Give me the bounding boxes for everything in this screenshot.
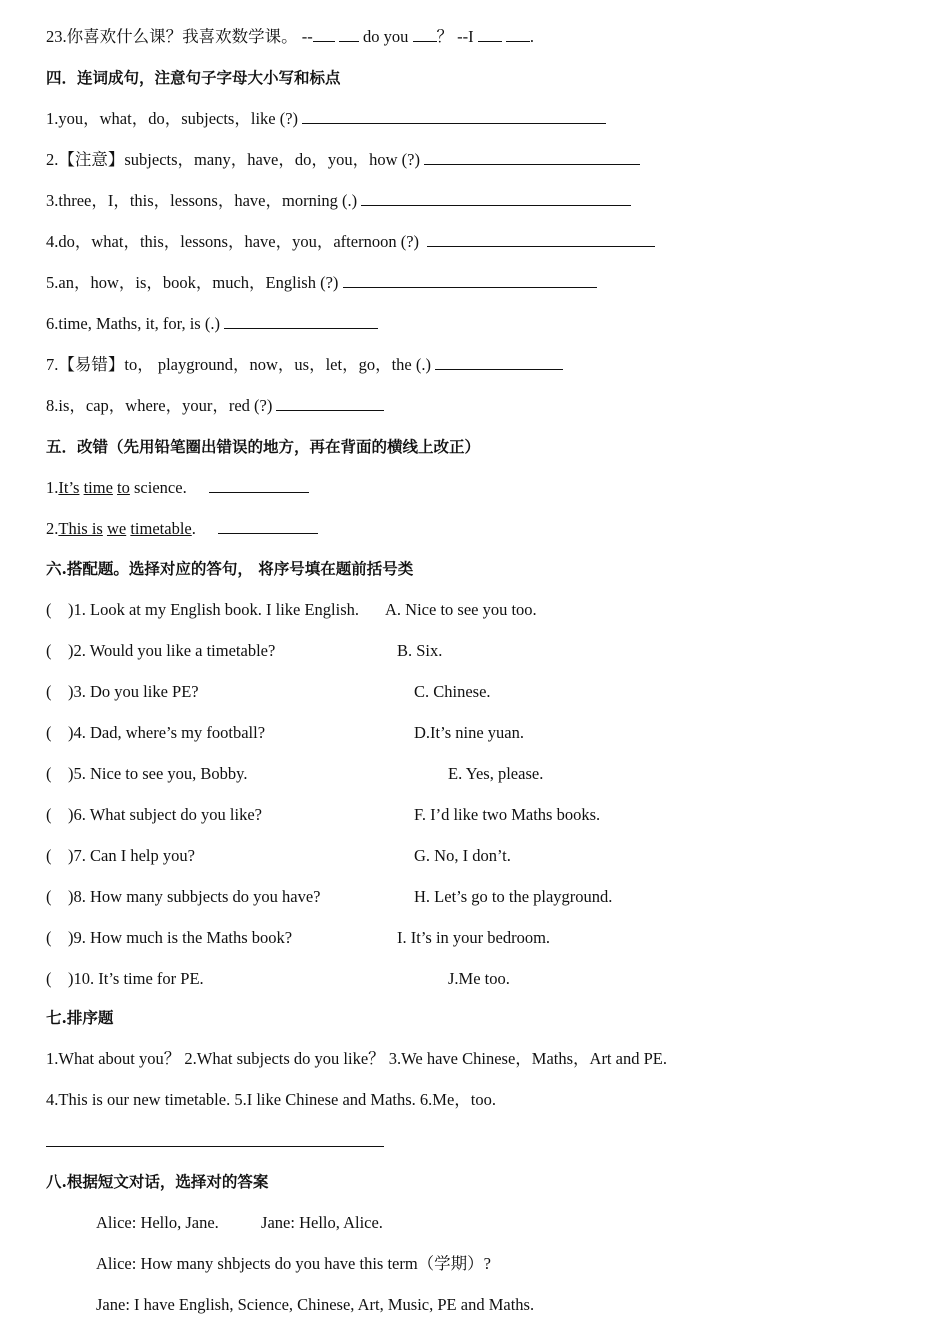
- match-question-4: [46, 723, 265, 743]
- question-text: )3. Do you like PE?: [68, 682, 199, 701]
- blank[interactable]: [506, 27, 530, 42]
- item-text: 7.【易错】to， playground，now，us，let，go，the (.): [46, 355, 431, 374]
- item-text: 2.【注意】subjects，many，have，do，you，how (?): [46, 150, 420, 169]
- answer-blank[interactable]: [224, 314, 378, 329]
- answer-paren[interactable]: (: [46, 600, 52, 619]
- dialogue-line-1: [96, 1213, 383, 1233]
- s4-item-5: [46, 273, 597, 293]
- match-answer-f: F. I’d like two Maths books.: [414, 805, 601, 824]
- dialogue-jane: Jane: Hello, Alice.: [261, 1213, 383, 1232]
- match-answer-d: D.It’s nine yuan.: [414, 723, 524, 742]
- answer-blank[interactable]: [435, 355, 563, 370]
- section-4-heading: 四．连词成句，注意句子字母大小写和标点: [46, 68, 341, 87]
- match-question-2: [46, 641, 275, 661]
- item-text: 6.time, Maths, it, for, is (.): [46, 314, 220, 333]
- s4-item-8: [46, 396, 384, 416]
- question-text: )2. Would you like a timetable?: [68, 641, 276, 660]
- question-text: )6. What subject do you like?: [68, 805, 262, 824]
- answer-blank[interactable]: [427, 232, 655, 247]
- blank[interactable]: [413, 27, 437, 42]
- s7-line-2: 4.This is our new timetable. 5.I like Chinese and Maths. 6.Me，too.: [46, 1090, 497, 1109]
- dialogue-line-3: Jane: I have English, Science, Chinese, Art, Music, PE and Maths.: [96, 1295, 535, 1314]
- question-text: )4. Dad, where’s my football?: [68, 723, 266, 742]
- question-text: )9. How much is the Maths book?: [68, 928, 293, 947]
- match-question-7: [46, 846, 195, 866]
- match-answer-b: B. Six.: [397, 641, 443, 660]
- answer-blank[interactable]: [343, 273, 597, 288]
- answer-paren[interactable]: (: [46, 723, 52, 742]
- match-answer-e: E. Yes, please.: [448, 764, 544, 783]
- correction-blank[interactable]: [218, 519, 318, 534]
- answer-paren[interactable]: (: [46, 887, 52, 906]
- section-5-heading: 五．改错（先用铅笔圈出错误的地方，再在背面的横线上改正）: [46, 437, 481, 456]
- q23-mid: do you: [363, 27, 409, 46]
- blank[interactable]: [313, 27, 335, 42]
- match-answer-j: J.Me too.: [448, 969, 510, 988]
- answer-blank[interactable]: [276, 396, 384, 411]
- correction-blank[interactable]: [209, 478, 309, 493]
- question-text: )8. How many subbjects do you have?: [68, 887, 321, 906]
- underlined-word: we: [106, 519, 127, 538]
- question-text: )5. Nice to see you, Bobby.: [68, 764, 248, 783]
- answer-paren[interactable]: (: [46, 641, 52, 660]
- s5-item-2: [46, 519, 318, 539]
- match-question-10: [46, 969, 204, 989]
- underlined-word: timetable: [130, 519, 192, 538]
- question-text: )7. Can I help you?: [68, 846, 195, 865]
- blank[interactable]: [478, 27, 502, 42]
- item-text: 8.is，cap，where，your，red (?): [46, 396, 273, 415]
- answer-paren[interactable]: (: [46, 846, 52, 865]
- underlined-word: It’s: [58, 478, 80, 497]
- item-text: 1.you，what，do，subjects，like (?): [46, 109, 299, 128]
- s4-item-7: [46, 355, 563, 375]
- section-6-heading: 六.搭配题。选择对应的答句， 将序号填在题前括号类: [46, 559, 414, 578]
- s4-item-1: [46, 109, 606, 129]
- s4-item-4: [46, 232, 655, 252]
- dialogue-alice: Alice: Hello, Jane.: [96, 1213, 219, 1232]
- match-question-3: [46, 682, 199, 702]
- match-answer-a: A. Nice to see you too.: [385, 600, 537, 619]
- item-number: 1.: [46, 478, 59, 497]
- answer-paren[interactable]: (: [46, 928, 52, 947]
- match-answer-g: G. No, I don’t.: [414, 846, 511, 865]
- q23-text: 23.你喜欢什么课？我喜欢数学课。 --: [46, 27, 313, 46]
- section-7-heading: 七.排序题: [46, 1008, 114, 1027]
- s7-line-1: 1.What about you？ 2.What subjects do you like？ 3.We have Chinese，Maths，Art and PE.: [46, 1049, 667, 1068]
- item-number: 2.: [46, 519, 59, 538]
- match-answer-h: H. Let’s go to the playground.: [414, 887, 613, 906]
- question-text: )1. Look at my English book. I like English.: [68, 600, 360, 619]
- item-text: .: [191, 519, 196, 538]
- answer-paren[interactable]: (: [46, 805, 52, 824]
- underlined-word: This is: [58, 519, 103, 538]
- match-question-6: [46, 805, 262, 825]
- order-answer-line[interactable]: [46, 1146, 384, 1147]
- answer-paren[interactable]: (: [46, 764, 52, 783]
- match-question-1: [46, 600, 359, 620]
- answer-paren[interactable]: (: [46, 682, 52, 701]
- answer-blank[interactable]: [424, 150, 640, 165]
- s4-item-6: [46, 314, 378, 334]
- match-question-5: [46, 764, 247, 784]
- answer-blank[interactable]: [302, 109, 606, 124]
- match-answer-i: I. It’s in your bedroom.: [397, 928, 551, 947]
- section-8-heading: 八.根据短文对话，选择对的答案: [46, 1172, 269, 1191]
- s5-item-1: [46, 478, 309, 498]
- question-text: )10. It’s time for PE.: [68, 969, 204, 988]
- match-question-9: [46, 928, 292, 948]
- s4-item-2: [46, 150, 640, 170]
- item-text: 4.do，what，this，lessons，have，you，afternoon (?): [46, 232, 420, 251]
- dialogue-line-2: Alice: How many shbjects do you have this term（学期）?: [96, 1254, 492, 1273]
- item-text: 3.three，I，this，lessons，have，morning (.): [46, 191, 358, 210]
- match-answer-c: C. Chinese.: [414, 682, 491, 701]
- question-23: [46, 27, 534, 47]
- answer-paren[interactable]: (: [46, 969, 52, 988]
- match-question-8: [46, 887, 321, 907]
- s4-item-3: [46, 191, 631, 211]
- q23-end: .: [529, 27, 534, 46]
- underlined-word: to: [117, 478, 130, 497]
- item-text: science.: [134, 478, 187, 497]
- answer-blank[interactable]: [361, 191, 631, 206]
- q23-q: ？ --I: [436, 27, 474, 46]
- underlined-word: time: [83, 478, 113, 497]
- blank[interactable]: [339, 27, 359, 42]
- item-text: 5.an，how，is，book，much，English (?): [46, 273, 339, 292]
